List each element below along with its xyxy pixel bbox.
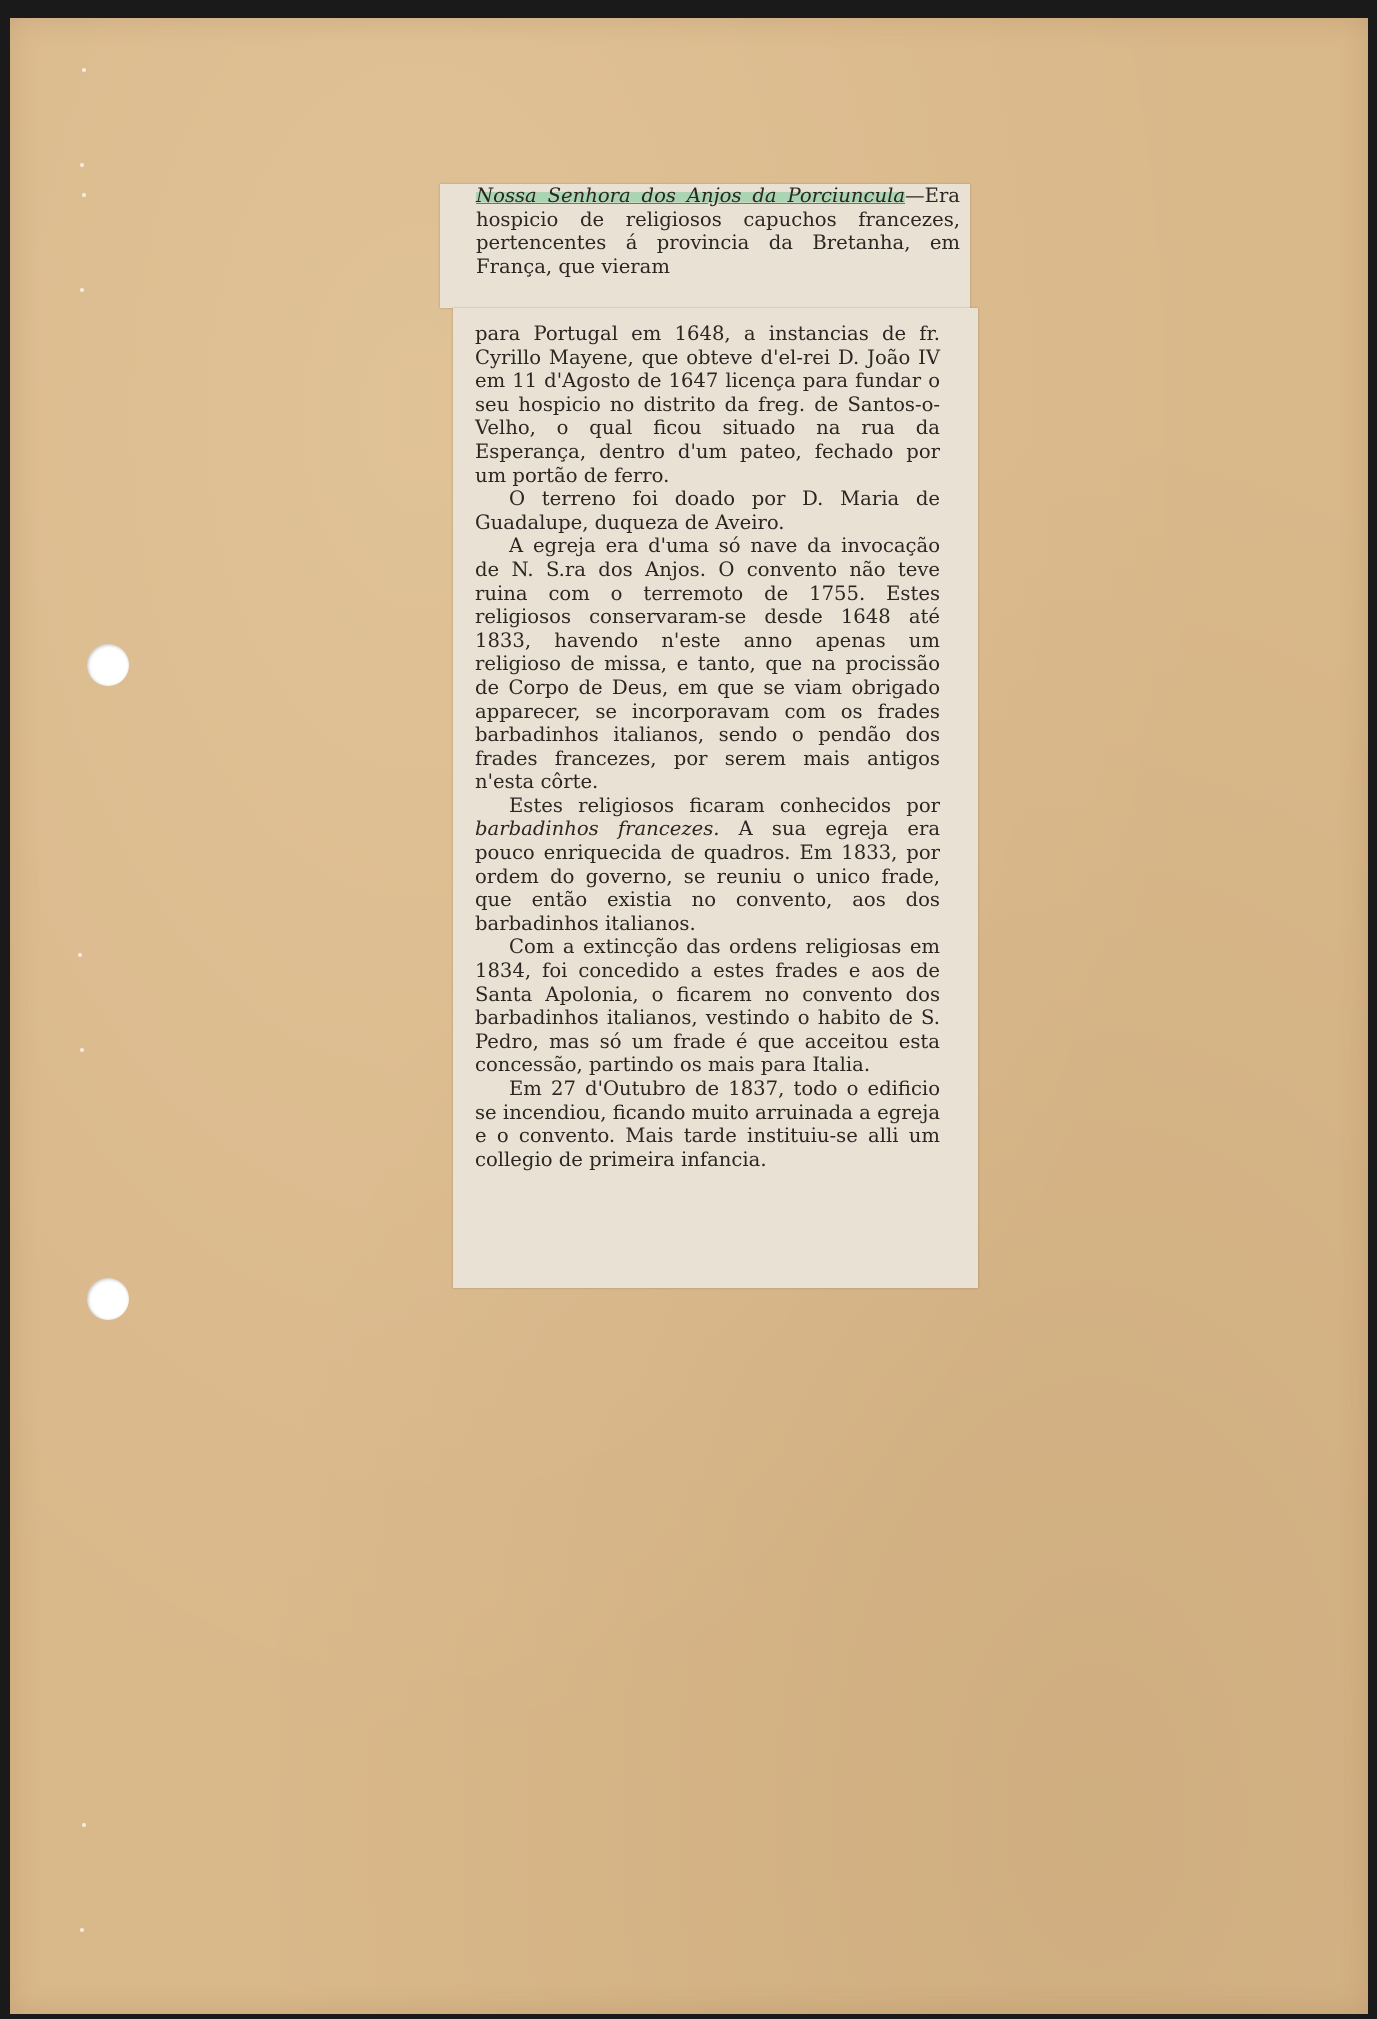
paper-speck — [82, 193, 86, 197]
paragraph: Com a extincção das ordens religiosas em 1834, foi concedido a estes frades e aos de Santa Apolonia, o ficarem no convento dos barbadinhos italianos, vestindo o habito de S. Pedro, mas só um frade é que acceitou esta concessão, partindo os mais para Italia. — [475, 935, 940, 1077]
paper-speck — [82, 68, 86, 72]
paper-speck — [80, 1928, 84, 1932]
paper-speck — [78, 953, 82, 957]
italic-term: barbadinhos francezes. — [475, 817, 720, 841]
paragraph: O terreno foi doado por D. Maria de Guadalupe, duqueza de Aveiro. — [475, 487, 940, 534]
paragraph-text: A sua egreja era pouco enriquecida de quadros. Em 1833, por ordem do governo, se reuniu o unico frade, que então existia no convento, aos dos barbadinhos italianos. — [475, 817, 941, 935]
paper-speck — [80, 288, 84, 292]
paragraph — [475, 794, 940, 936]
punch-hole — [87, 644, 129, 686]
paper-speck — [80, 163, 84, 167]
entry-title: Nossa Senhora dos Anjos da Porciuncula — [476, 184, 906, 207]
paragraph: Em 27 d'Outubro de 1837, todo o edificio se incendiou, ficando muito arruinada a egreja e o convento. Mais tarde instituiu-se alli um collegio de primeira infancia. — [475, 1077, 940, 1171]
entry-intro: —Era hospicio de religiosos capuchos francezes, pertencentes á provincia da Bretanha, em França, que vieram — [476, 184, 960, 278]
paragraph: para Portugal em 1648, a instancias de fr. Cyrillo Mayene, que obteve d'el-rei D. João IV em 11 d'Agosto de 1647 licença para fundar o seu hospicio no distrito da freg. de Santos-o-Velho, o qual ficou situado na rua da Esperança, dentro d'um pateo, fechado por um portão de ferro. — [475, 322, 940, 487]
paper-speck — [82, 1823, 86, 1827]
paragraph-text: Estes religiosos ficaram conhecidos por — [509, 793, 940, 817]
newspaper-clipping-header — [440, 184, 970, 308]
punch-hole — [87, 1278, 129, 1320]
paper-speck — [80, 1048, 84, 1052]
clipping-heading — [476, 184, 960, 278]
newspaper-clipping-body — [453, 308, 978, 1288]
paragraph: A egreja era d'uma só nave da invocação de N. S.ra dos Anjos. O convento não teve ruina com o terremoto de 1755. Estes religiosos conservaram-se desde 1648 até 1833, havendo n'este anno apenas um religioso de missa, e tanto, que na procissão de Corpo de Deus, em que se viam obrigado apparecer, se incorporavam com os frades barbadinhos italianos, sendo o pendão dos frades francezes, por serem mais antigos n'esta côrte. — [475, 534, 940, 794]
